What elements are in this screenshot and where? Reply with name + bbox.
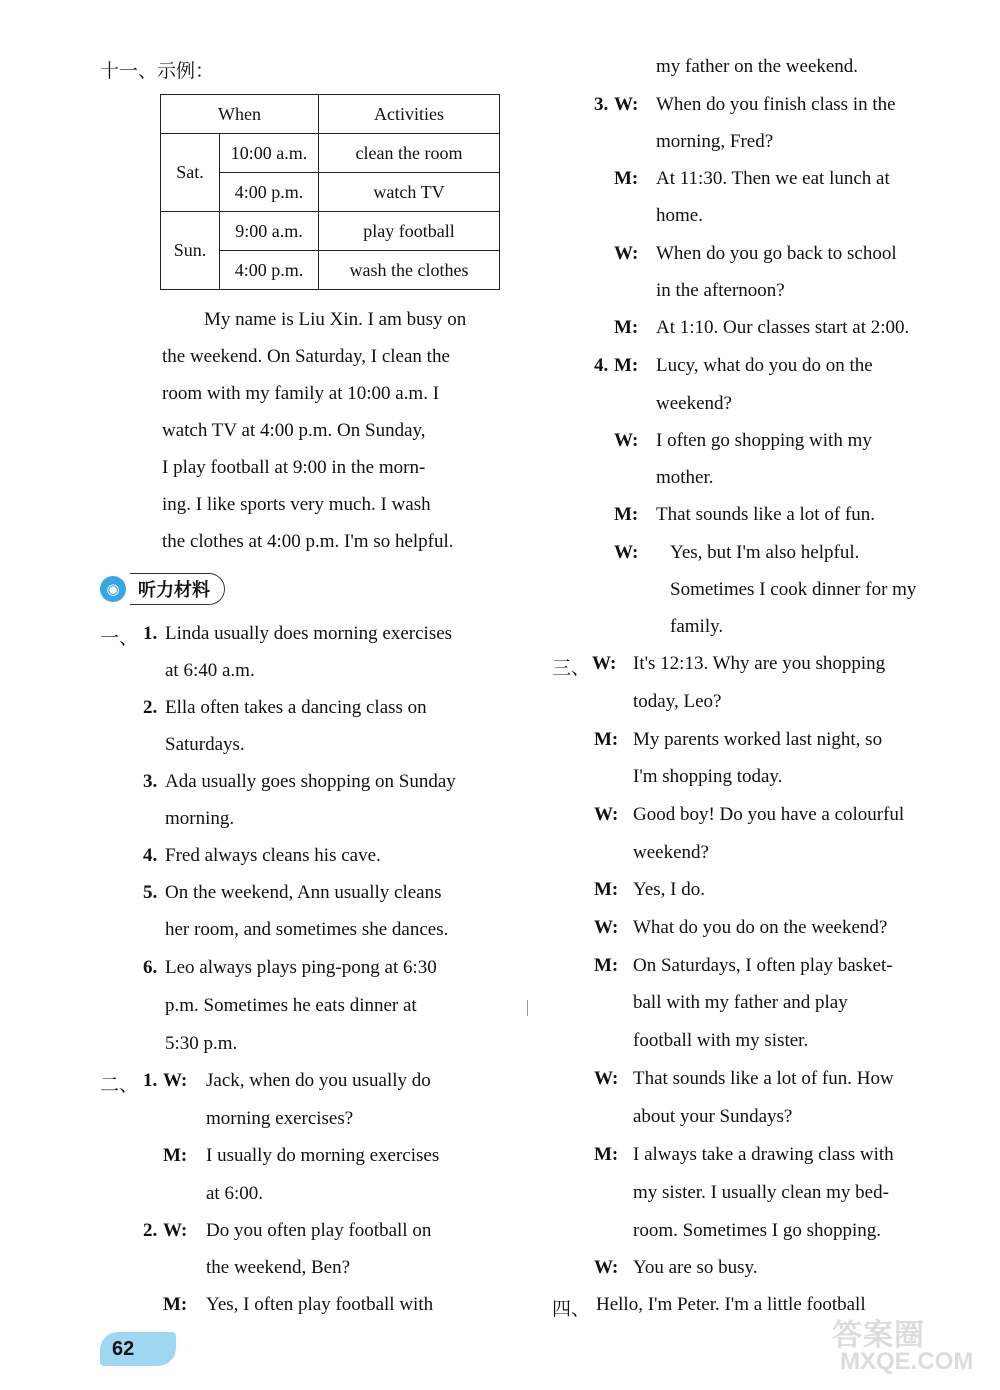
table-header-row bbox=[161, 95, 500, 134]
item-number: 4. bbox=[143, 845, 158, 866]
badge-label: 听力材料 bbox=[130, 573, 225, 605]
dialogue-line: Lucy, what do you do on the bbox=[656, 355, 873, 376]
dialogue-line: Yes, I often play football with bbox=[206, 1294, 434, 1315]
dialogue-line: mother. bbox=[656, 467, 714, 488]
dialogue-line: Yes, I do. bbox=[633, 879, 705, 900]
table-row bbox=[161, 212, 500, 251]
dialogue-number: 4. bbox=[594, 355, 609, 376]
column-divider-mark bbox=[527, 1000, 528, 1016]
dialogue-line: That sounds like a lot of fun. bbox=[656, 504, 875, 525]
item-number: 1. bbox=[143, 623, 158, 644]
header-when: When bbox=[161, 95, 319, 134]
item-line: Leo always plays ping-pong at 6:30 bbox=[165, 957, 437, 978]
page-number: 62 bbox=[112, 1337, 135, 1360]
dialogue-line: You are so busy. bbox=[633, 1257, 758, 1278]
item-number: 5. bbox=[143, 882, 158, 903]
dialogue-line: I often go shopping with my bbox=[656, 430, 872, 451]
dialogue-line: the weekend, Ben? bbox=[206, 1257, 351, 1278]
dialogue-line: today, Leo? bbox=[633, 691, 722, 712]
day-cell: Sun. bbox=[161, 212, 220, 290]
table-row bbox=[161, 134, 500, 173]
dialogue-line: Do you often play football on bbox=[206, 1220, 432, 1241]
item-line: 5:30 p.m. bbox=[165, 1033, 238, 1054]
speaker-label: W: bbox=[614, 430, 639, 451]
section-4-marker: 四、 bbox=[552, 1298, 591, 1320]
speaker-label: W: bbox=[614, 542, 639, 563]
dialogue-number: 3. bbox=[594, 94, 609, 115]
dialogue-line: What do you do on the weekend? bbox=[633, 917, 888, 938]
item-line: at 6:40 a.m. bbox=[165, 660, 255, 681]
speaker-label: W: bbox=[614, 94, 639, 115]
page-number-badge bbox=[100, 1332, 176, 1366]
activity-cell: watch TV bbox=[319, 173, 500, 212]
speaker-label: M: bbox=[163, 1294, 188, 1315]
dialogue-line: Yes, but I'm also helpful. bbox=[670, 542, 860, 563]
speaker-label: W: bbox=[614, 243, 639, 264]
speaker-label: M: bbox=[614, 355, 639, 376]
time-cell: 9:00 a.m. bbox=[220, 212, 319, 251]
section-1-marker: 一、 bbox=[100, 627, 139, 649]
watermark-url: MXQE.COM bbox=[840, 1348, 974, 1375]
dialogue-line: I usually do morning exercises bbox=[206, 1145, 440, 1166]
dialogue-line: family. bbox=[670, 616, 724, 637]
dialogue-line: Good boy! Do you have a colourful bbox=[633, 804, 905, 825]
headphones-icon: ◉ bbox=[100, 576, 126, 602]
speaker-label: M: bbox=[594, 879, 619, 900]
section-11-heading: 十一、示例： bbox=[100, 60, 215, 82]
dialogue-line: my sister. I usually clean my bed- bbox=[633, 1182, 889, 1203]
speaker-label: M: bbox=[594, 1144, 619, 1165]
dialogue-line: Jack, when do you usually do bbox=[206, 1070, 431, 1091]
paragraph-line: the weekend. On Saturday, I clean the bbox=[162, 346, 450, 367]
dialogue-line: football with my sister. bbox=[633, 1030, 809, 1051]
dialogue-line: I'm shopping today. bbox=[633, 766, 783, 787]
watermark-logo: 答案圈 bbox=[832, 1319, 925, 1352]
item-line: Saturdays. bbox=[165, 734, 245, 755]
dialogue-number: 1. bbox=[143, 1070, 158, 1091]
time-cell: 10:00 a.m. bbox=[220, 134, 319, 173]
item-line: Ella often takes a dancing class on bbox=[165, 697, 427, 718]
dialogue-number: 2. bbox=[143, 1220, 158, 1241]
item-number: 2. bbox=[143, 697, 158, 718]
paragraph-line: ing. I like sports very much. I wash bbox=[162, 494, 431, 515]
dialogue-line: at 6:00. bbox=[206, 1183, 263, 1204]
item-line: Linda usually does morning exercises bbox=[165, 623, 453, 644]
speaker-label: W: bbox=[163, 1220, 188, 1241]
item-line: Ada usually goes shopping on Sunday bbox=[165, 771, 456, 792]
dialogue-line: ball with my father and play bbox=[633, 992, 848, 1013]
listening-material-badge bbox=[100, 574, 225, 604]
dialogue-line: It's 12:13. Why are you shopping bbox=[633, 653, 886, 674]
dialogue-line: On Saturdays, I often play basket- bbox=[633, 955, 893, 976]
dialogue-line: My parents worked last night, so bbox=[633, 729, 883, 750]
paragraph-line: room with my family at 10:00 a.m. I bbox=[162, 383, 440, 404]
item-number: 3. bbox=[143, 771, 158, 792]
dialogue-line: my father on the weekend. bbox=[656, 56, 859, 77]
item-line: her room, and sometimes she dances. bbox=[165, 919, 449, 940]
header-activities: Activities bbox=[319, 95, 500, 134]
dialogue-line: home. bbox=[656, 205, 703, 226]
speaker-label: W: bbox=[592, 653, 617, 674]
section-4-text: Hello, I'm Peter. I'm a little football bbox=[596, 1294, 866, 1315]
item-number: 6. bbox=[143, 957, 158, 978]
dialogue-line: morning exercises? bbox=[206, 1108, 354, 1129]
dialogue-line: weekend? bbox=[633, 842, 709, 863]
dialogue-line: morning, Fred? bbox=[656, 131, 774, 152]
dialogue-line: weekend? bbox=[656, 393, 732, 414]
speaker-label: M: bbox=[614, 504, 639, 525]
speaker-label: M: bbox=[614, 317, 639, 338]
dialogue-line: about your Sundays? bbox=[633, 1106, 793, 1127]
dialogue-line: At 11:30. Then we eat lunch at bbox=[656, 168, 890, 189]
item-line: p.m. Sometimes he eats dinner at bbox=[165, 995, 417, 1016]
dialogue-line: When do you go back to school bbox=[656, 243, 897, 264]
day-cell: Sat. bbox=[161, 134, 220, 212]
time-cell: 4:00 p.m. bbox=[220, 251, 319, 290]
dialogue-line: room. Sometimes I go shopping. bbox=[633, 1220, 882, 1241]
speaker-label: W: bbox=[594, 1068, 619, 1089]
section-2-marker: 二、 bbox=[100, 1074, 139, 1096]
speaker-label: W: bbox=[594, 917, 619, 938]
speaker-label: M: bbox=[163, 1145, 188, 1166]
dialogue-line: When do you finish class in the bbox=[656, 94, 896, 115]
speaker-label: M: bbox=[594, 955, 619, 976]
item-line: On the weekend, Ann usually cleans bbox=[165, 882, 442, 903]
item-line: morning. bbox=[165, 808, 235, 829]
dialogue-line: in the afternoon? bbox=[656, 280, 785, 301]
speaker-label: W: bbox=[594, 1257, 619, 1278]
activity-cell: clean the room bbox=[319, 134, 500, 173]
activity-cell: wash the clothes bbox=[319, 251, 500, 290]
paragraph-line: My name is Liu Xin. I am busy on bbox=[204, 309, 467, 330]
speaker-label: W: bbox=[163, 1070, 188, 1091]
paragraph-line: the clothes at 4:00 p.m. I'm so helpful. bbox=[162, 531, 454, 552]
section-3-marker: 三、 bbox=[552, 657, 591, 679]
speaker-label: W: bbox=[594, 804, 619, 825]
dialogue-line: That sounds like a lot of fun. How bbox=[633, 1068, 894, 1089]
item-line: Fred always cleans his cave. bbox=[165, 845, 381, 866]
speaker-label: M: bbox=[614, 168, 639, 189]
speaker-label: M: bbox=[594, 729, 619, 750]
time-cell: 4:00 p.m. bbox=[220, 173, 319, 212]
dialogue-line: Sometimes I cook dinner for my bbox=[670, 579, 917, 600]
dialogue-line: I always take a drawing class with bbox=[633, 1144, 894, 1165]
paragraph-line: watch TV at 4:00 p.m. On Sunday, bbox=[162, 420, 426, 441]
dialogue-line: At 1:10. Our classes start at 2:00. bbox=[656, 317, 910, 338]
schedule-table bbox=[160, 94, 500, 290]
activity-cell: play football bbox=[319, 212, 500, 251]
paragraph-line: I play football at 9:00 in the morn- bbox=[162, 457, 426, 478]
